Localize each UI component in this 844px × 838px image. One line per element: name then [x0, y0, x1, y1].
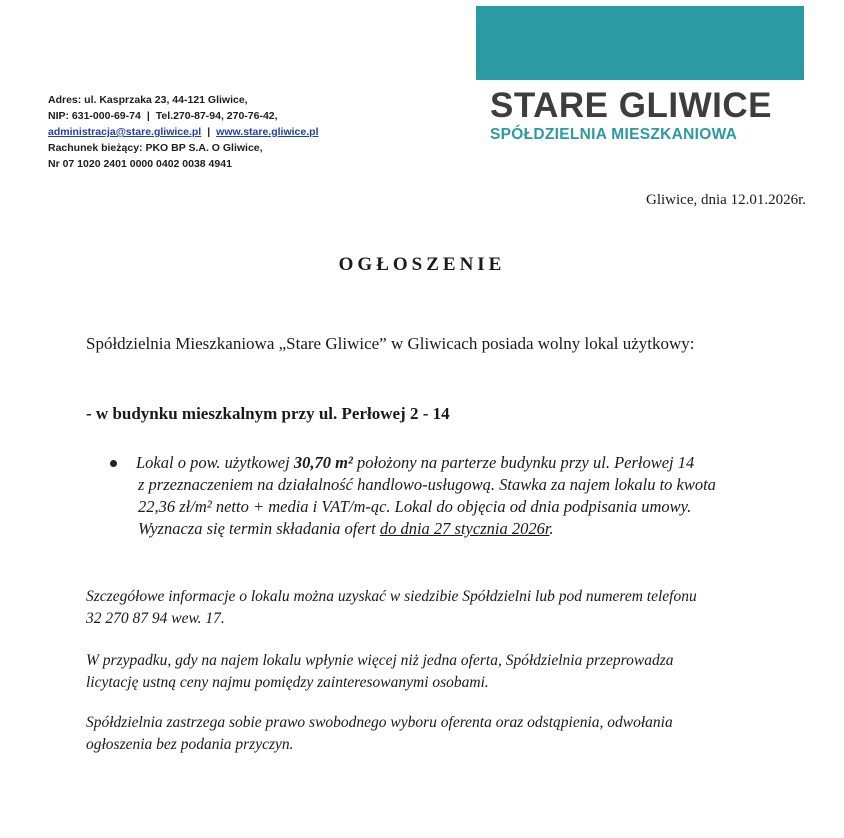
- listing-area: 30,70 m²: [293, 453, 353, 472]
- building-heading: - w budynku mieszkalnym przy ul. Perłowej 2 - 14: [86, 404, 450, 423]
- paragraph-line: 32 270 87 94 wew. 17.: [86, 610, 225, 627]
- info-paragraph: [86, 586, 810, 630]
- separator: |: [207, 126, 211, 138]
- paragraph-line: ogłoszenia bez podania przyczyn.: [86, 736, 294, 753]
- account-line: Rachunek bieżący: PKO BP S.A. O Gliwice,: [48, 142, 263, 154]
- email-link[interactable]: administracja@stare.gliwice.pl: [48, 126, 202, 138]
- contact-line: [48, 108, 378, 124]
- listing-text: Wyznacza się termin składania ofert: [138, 519, 380, 538]
- auction-paragraph: [86, 650, 810, 694]
- paragraph-line: W przypadku, gdy na najem lokalu wpłynie więcej niż jedna oferta, Spółdzielnia przeprowadza: [86, 652, 674, 669]
- intro-text: Spółdzielnia Mieszkaniowa „Stare Gliwice” w Gliwicach posiada wolny lokal użytkowy:: [86, 334, 695, 353]
- logo-banner: [476, 6, 804, 80]
- logo-subtitle: SPÓŁDZIELNIA MIESZKANIOWA: [490, 126, 738, 143]
- document-date: Gliwice, dnia 12.01.2026r.: [646, 192, 806, 208]
- page-title: OGŁOSZENIE: [338, 254, 506, 275]
- address-block: [48, 92, 378, 172]
- deadline: do dnia 27 stycznia 2026r: [379, 519, 550, 538]
- account-number: Nr 07 1020 2401 0000 0402 0038 4941: [48, 158, 232, 170]
- reservation-paragraph: [86, 712, 810, 756]
- listing-text: .: [549, 519, 554, 538]
- online-line: [48, 124, 378, 140]
- separator: |: [146, 110, 150, 122]
- address-line: Adres: ul. Kasprzaka 23, 44-121 Gliwice,: [48, 94, 248, 106]
- nip: NIP: 631-000-69-74: [48, 110, 141, 122]
- listing-line: z przeznaczeniem na działalność handlowo-usługową. Stawka za najem lokalu to kwota: [138, 475, 716, 494]
- listing-item: [110, 452, 810, 540]
- listing-line: [136, 452, 810, 474]
- website-link[interactable]: www.stare.gliwice.pl: [216, 126, 319, 138]
- listing-text: położony na parterze budynku przy ul. Perłowej 14: [352, 453, 695, 472]
- listing-line: 22,36 zł/m² netto + media i VAT/m-ąc. Lokal do objęcia od dnia podpisania umowy.: [138, 497, 692, 516]
- paragraph-line: licytację ustną ceny najmu pomiędzy zainteresowanymi osobami.: [86, 674, 489, 691]
- logo-name: STARE GLIWICE: [490, 86, 772, 125]
- listing-line: [136, 518, 810, 540]
- paragraph-line: Spółdzielnia zastrzega sobie prawo swobodnego wyboru oferenta oraz odstąpienia, odwołania: [86, 714, 673, 731]
- paragraph-line: Szczegółowe informacje o lokalu można uzyskać w siedzibie Spółdzielni lub pod numerem telefonu: [86, 588, 697, 605]
- phones: Tel.270-87-94, 270-76-42,: [155, 110, 278, 122]
- listing-text: Lokal o pow. użytkowej: [136, 453, 294, 472]
